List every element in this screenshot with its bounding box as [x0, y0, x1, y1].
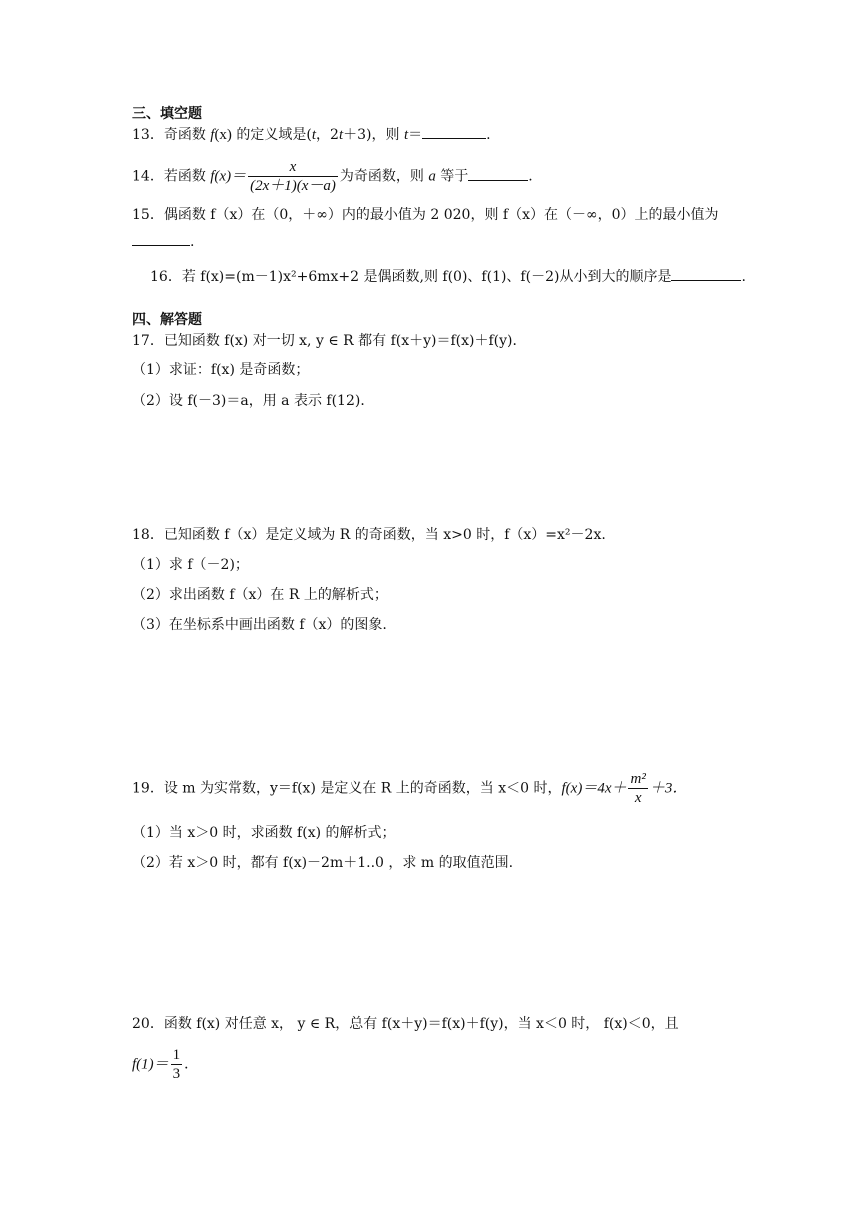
- q13-t3: t: [403, 127, 409, 143]
- q13-t1: t: [311, 127, 317, 143]
- q14-text-b: 为奇函数，则: [339, 168, 429, 185]
- question-20-condition: [132, 1046, 198, 1083]
- q20-numerator: 1: [172, 1047, 181, 1063]
- q19-numerator: m²: [630, 771, 646, 787]
- q13-text-b: 的定义域是(: [231, 127, 312, 143]
- q19-lhs: f(x)＝4x＋: [561, 780, 627, 797]
- question-16: [150, 266, 746, 287]
- q15-end: .: [190, 234, 195, 250]
- q20-lhs: f(1)＝: [132, 1056, 169, 1073]
- q13-f: f: [210, 127, 215, 143]
- q14-denominator: (2x＋1)(x－a): [250, 178, 336, 194]
- question-13: [132, 124, 491, 145]
- q14-text: 14．若函数: [132, 168, 211, 185]
- q14-a: a: [428, 168, 436, 185]
- q19-denominator: x: [628, 788, 647, 807]
- answer-blank-16[interactable]: [671, 266, 741, 281]
- question-20-stem: 20．函数 f(x) 对任意 x， y ∈ R，总有 f(x＋y)＝f(x)＋f(y)，当 x＜0 时， f(x)＜0，且: [132, 1016, 679, 1032]
- question-17-stem: 17．已知函数 f(x) 对一切 x, y ∈ R 都有 f(x＋y)＝f(x)＋f(y)．: [132, 333, 527, 349]
- question-15-blank-line: [132, 231, 194, 252]
- question-15: 15．偶函数 f（x）在（0，＋∞）内的最小值为 2 020，则 f（x）在（－∞，0）上的最小值为: [132, 207, 719, 223]
- q19-fraction: [628, 770, 647, 807]
- q13-t2: t: [338, 127, 344, 143]
- answer-blank-15[interactable]: [132, 231, 190, 246]
- q19-rhs: ＋3．: [649, 780, 688, 797]
- q13-end: .: [486, 127, 491, 143]
- q13-x: (x): [214, 127, 232, 143]
- section-title-fill-blank: 三、填空题: [132, 106, 202, 122]
- question-17-part-1: （1）求证：f(x) 是奇函数；: [132, 362, 310, 378]
- q14-fraction: [248, 158, 338, 195]
- q16-end: .: [741, 269, 746, 285]
- section-title-answer: 四、解答题: [132, 312, 202, 328]
- q14-numerator: x: [289, 159, 297, 175]
- q20-end: ．: [184, 1056, 199, 1073]
- question-19-part-2: （2）若 x＞0 时，都有 f(x)－2m＋1..0 ，求 m 的取值范围.: [132, 855, 514, 871]
- q13-c1: ，2: [316, 127, 339, 143]
- question-18-part-3: （3）在坐标系中画出函数 f（x）的图象.: [132, 617, 387, 633]
- question-19-part-1: （1）当 x＞0 时，求函数 f(x) 的解析式；: [132, 825, 396, 841]
- q13-text: 13．奇函数: [132, 127, 211, 143]
- q13-eq: ＝: [408, 127, 423, 143]
- q13-c2: ＋3)，则: [343, 127, 404, 143]
- q14-end: .: [528, 168, 533, 185]
- q14-text-c: 等于: [435, 168, 469, 185]
- q20-denominator: 3: [172, 1066, 181, 1082]
- answer-blank-14[interactable]: [468, 166, 528, 181]
- question-18-part-2: （2）求出函数 f（x）在 R 上的解析式；: [132, 587, 388, 603]
- question-18-stem: 18．已知函数 f（x）是定义域为 R 的奇函数，当 x>0 时，f（x）=x²－2x.: [132, 527, 606, 543]
- answer-blank-13[interactable]: [422, 124, 486, 139]
- question-14: [132, 158, 533, 195]
- q19-text: 19．设 m 为实常数，y＝f(x) 是定义在 R 上的奇函数，当 x＜0 时，: [132, 780, 562, 797]
- question-18-part-1: （1）求 f（－2)；: [132, 557, 249, 573]
- question-17-part-2: （2）设 f(－3)＝a，用 a 表示 f(12)．: [132, 393, 375, 409]
- q14-lhs: f(x)＝: [210, 168, 247, 185]
- q16-text: 16．若 f(x)=(m－1)x²+6mx+2 是偶函数,则 f(0)、f(1)、f(－2)从小到大的顺序是: [150, 269, 672, 285]
- question-19-stem: [132, 770, 687, 807]
- q20-fraction: [171, 1046, 183, 1083]
